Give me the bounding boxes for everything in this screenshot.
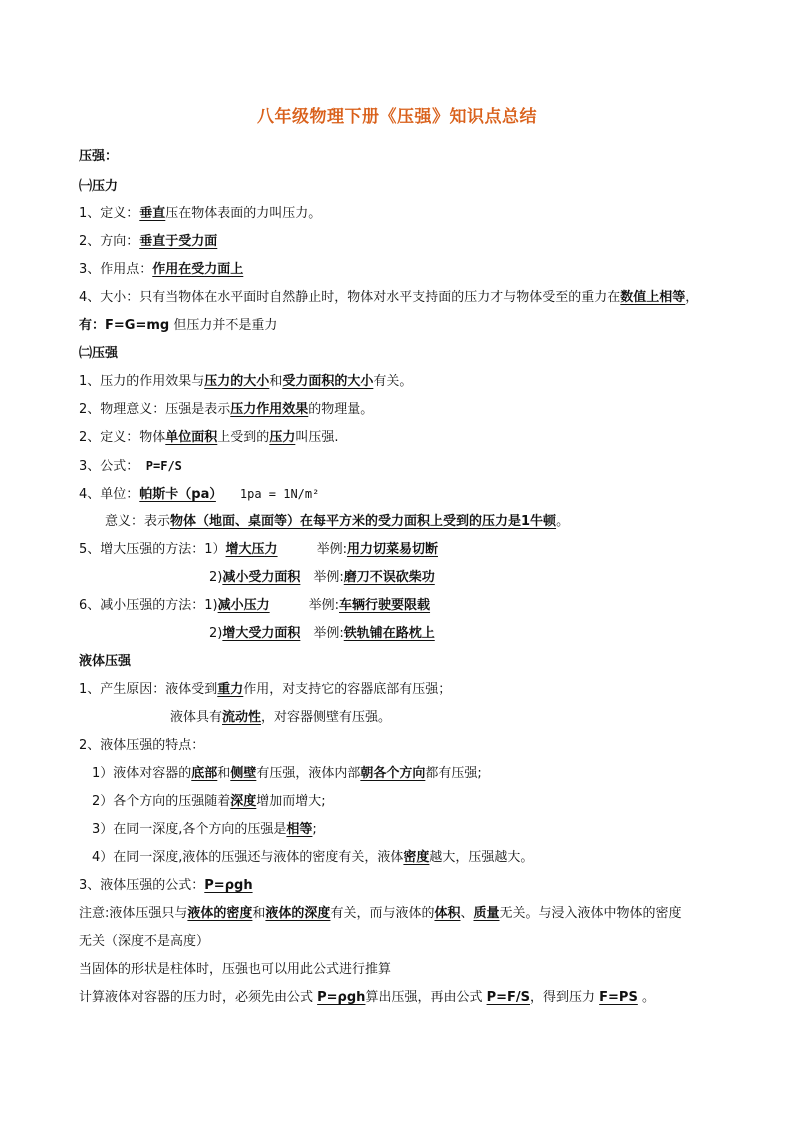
text-segment: 2): [79, 570, 223, 585]
bold-text: 压强：: [79, 149, 119, 164]
text-segment: 但压力并不是重力: [169, 318, 278, 333]
text-segment: 有关，而与液体的: [330, 906, 435, 921]
text-line: [79, 148, 118, 166]
key-term: 作用在受力面上: [152, 262, 244, 277]
text-line: [79, 709, 391, 727]
text-segment: 举例:: [300, 626, 344, 641]
key-term: 相等: [286, 822, 313, 837]
key-term: 压力作用效果: [230, 402, 309, 417]
text-segment: 液体具有: [79, 710, 223, 725]
text-line: [79, 849, 533, 867]
text-segment: 、: [460, 906, 474, 921]
text-segment: 有关。: [373, 374, 413, 389]
text-segment: 6、减小压强的方法：1): [79, 598, 218, 613]
text-line: [79, 401, 373, 419]
text-line: [79, 261, 243, 279]
text-line: [79, 373, 412, 391]
text-segment: 计算液体对容器的压力时，必须先由公式: [79, 990, 318, 1005]
text-segment: 3、作用点：: [79, 262, 153, 277]
text-segment: 当固体的形状是柱体时，压强也可以用此公式进行推算: [79, 962, 392, 977]
text-line: [79, 513, 569, 531]
text-segment: 1）液体对容器的: [79, 766, 192, 781]
text-segment: 和: [217, 766, 231, 781]
key-term: 数值上相等: [620, 290, 686, 305]
text-segment: 。: [637, 990, 655, 1005]
key-term: 液体的深度: [265, 906, 331, 921]
text-segment: 4）在同一深度,液体的压强还与液体的密度有关，液体: [79, 850, 404, 865]
text-segment: 2、定义：物体: [79, 430, 166, 445]
text-line: [79, 569, 435, 587]
text-line: [79, 933, 209, 951]
key-term: 体积: [434, 906, 461, 921]
text-segment: 都有压强;: [425, 766, 482, 781]
text-segment: 作用，对支持它的容器底部有压强；: [243, 682, 452, 697]
key-term: 车辆行驶要限载: [339, 598, 431, 613]
text-segment: 无关。与浸入液体中物体的密度: [499, 906, 682, 921]
text-line: [79, 597, 430, 615]
text-line: [79, 233, 217, 251]
key-term: 压力: [269, 430, 296, 445]
key-term: 液体的密度: [187, 906, 253, 921]
key-term: P=ρgh: [317, 990, 366, 1005]
key-term: F=PS: [599, 990, 638, 1005]
key-term: 受力面积的大小: [282, 374, 374, 389]
text-segment: 和: [269, 374, 283, 389]
document-title: 八年级物理下册《压强》知识点总结: [257, 107, 537, 127]
text-segment: 3、液体压强的公式：: [79, 878, 205, 893]
key-term: 减小压力: [217, 598, 270, 613]
text-segment: 上受到的: [217, 430, 270, 445]
key-term: 重力: [217, 682, 244, 697]
text-segment: 举例:: [300, 570, 344, 585]
text-segment: ，: [685, 290, 699, 305]
bold-text: P=F/S: [145, 459, 182, 473]
bold-text: ㈡压强: [79, 346, 119, 361]
text-segment: ;: [312, 822, 317, 837]
text-segment: 3）在同一深度,各个方向的压强是: [79, 822, 287, 837]
key-term: 铁轨铺在路枕上: [343, 626, 435, 641]
key-term: 朝各个方向: [360, 766, 426, 781]
text-line: [79, 485, 319, 504]
text-line: [79, 457, 182, 476]
key-term: 减小受力面积: [222, 570, 301, 585]
text-segment: 举例:: [269, 598, 340, 613]
text-line: [79, 345, 118, 363]
text-line: [79, 429, 338, 447]
key-term: 底部: [191, 766, 218, 781]
key-term: 用力切菜易切断: [346, 542, 438, 557]
text-segment: 叫压强.: [295, 430, 339, 445]
text-segment: 的物理量。: [308, 402, 374, 417]
text-segment: 3、公式：: [79, 459, 146, 474]
text-segment: 注意:液体压强只与: [79, 906, 188, 921]
bold-text: ㈠压力: [79, 179, 119, 194]
text-segment: ，对容器侧壁有压强。: [261, 710, 392, 725]
text-segment: 无关（深度不是高度）: [79, 934, 210, 949]
bold-text: 有：F=G=mg: [79, 318, 170, 333]
text-segment: 意义：表示: [79, 514, 171, 529]
text-line: [79, 541, 438, 559]
text-line: [79, 317, 277, 335]
text-segment: 1、定义：: [79, 206, 140, 221]
key-term: P=F/S: [486, 990, 530, 1005]
text-line: [79, 205, 321, 223]
text-line: [79, 989, 655, 1007]
text-segment: 4、单位：: [79, 487, 140, 502]
key-term: 密度: [403, 850, 430, 865]
text-segment: 算出压强，再由公式: [365, 990, 487, 1005]
text-segment: 2、液体压强的特点：: [79, 738, 205, 753]
key-term: 物体（地面、桌面等）在每平方米的受力面积上受到的压力是1牛顿: [170, 514, 557, 529]
text-segment: 越大，压强越大。: [429, 850, 534, 865]
text-segment: ，得到压力: [530, 990, 600, 1005]
key-term: 单位面积: [165, 430, 218, 445]
text-line: [79, 765, 482, 783]
text-segment: 1、压力的作用效果与: [79, 374, 205, 389]
text-segment: 5、增大压强的方法：1）: [79, 542, 226, 557]
key-term: 磨刀不误砍柴功: [343, 570, 435, 585]
key-term: P=ρgh: [204, 878, 253, 893]
text-segment: 2）各个方向的压强随着: [79, 794, 231, 809]
text-line: [79, 821, 317, 839]
key-term: 增大受力面积: [222, 626, 301, 641]
key-term: 垂直于受力面: [139, 234, 218, 249]
text-segment: 举例:: [277, 542, 347, 557]
text-line: [79, 653, 131, 671]
text-line: [79, 877, 253, 895]
text-line: [79, 289, 698, 307]
key-term: 增大压力: [225, 542, 278, 557]
key-term: 质量: [473, 906, 500, 921]
text-segment: 2): [79, 626, 223, 641]
text-line: [79, 681, 451, 699]
text-segment: 增加而增大;: [256, 794, 326, 809]
text-segment: 2、物理意义：压强是表示: [79, 402, 231, 417]
key-term: 垂直: [139, 206, 166, 221]
text-line: [79, 737, 204, 755]
text-segment: 。: [556, 514, 570, 529]
text-segment: 1、产生原因：液体受到: [79, 682, 218, 697]
text-segment: 2、方向：: [79, 234, 140, 249]
text-line: [79, 961, 391, 979]
text-segment: 1pa = 1N/m²: [215, 487, 320, 501]
text-line: [79, 625, 435, 643]
key-term: 侧壁: [230, 766, 257, 781]
key-term: 压力的大小: [204, 374, 270, 389]
key-term: 帕斯卡（pa）: [139, 487, 216, 502]
text-segment: 4、大小：只有当物体在水平面时自然静止时，物体对水平支持面的压力才与物体受至的重力在: [79, 290, 621, 305]
text-segment: 有压强，液体内部: [256, 766, 361, 781]
text-line: [79, 178, 118, 196]
bold-text: 液体压强: [79, 654, 132, 669]
text-segment: 压在物体表面的力叫压力。: [165, 206, 322, 221]
text-segment: 和: [252, 906, 266, 921]
key-term: 流动性: [222, 710, 262, 725]
text-line: [79, 905, 682, 923]
key-term: 深度: [230, 794, 257, 809]
text-line: [79, 793, 326, 811]
